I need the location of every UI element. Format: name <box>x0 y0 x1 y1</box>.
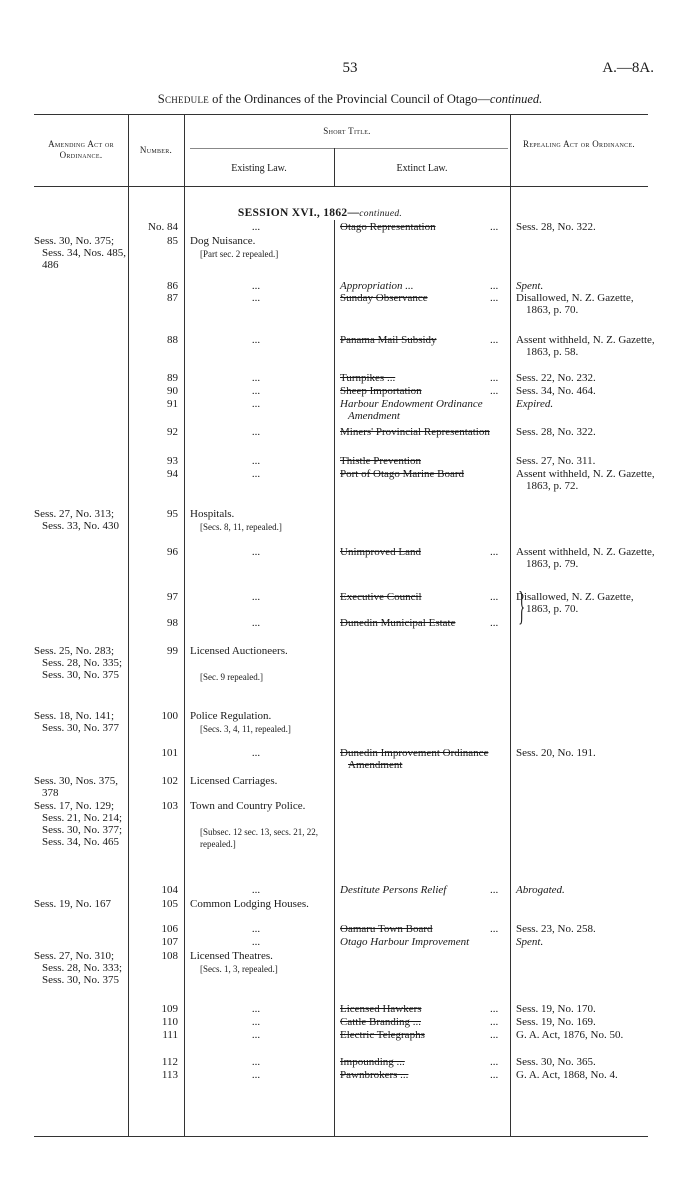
row-existing: ... <box>251 426 261 438</box>
row-number: 107 <box>161 936 178 948</box>
row-extinct: Otago Harbour Improvement <box>340 936 470 948</box>
row-existing: ... <box>251 546 261 558</box>
row-repealing: Sess. 28, No. 322. <box>516 221 596 233</box>
row-repealing: Sess. 34, No. 464. <box>516 385 596 397</box>
row-existing: ... <box>251 617 261 629</box>
row-number: 90 <box>167 385 178 397</box>
row-extinct: Appropriation ... <box>340 280 414 292</box>
row-number: 101 <box>161 747 178 759</box>
row-extinct: Dunedin Municipal Estate <box>340 617 456 629</box>
header-repealing: Repealing Act or Ordinance. <box>523 139 635 149</box>
row-existing: ... <box>251 372 261 384</box>
row-number: 92 <box>167 426 178 438</box>
row-amending: Sess. 17, No. 129; Sess. 21, No. 214; Sess. 30, No. 377; Sess. 34, No. 465 <box>34 800 123 848</box>
row-amending: Sess. 27, No. 313; Sess. 33, No. 430 <box>34 508 120 532</box>
row-amending: Sess. 25, No. 283; Sess. 28, No. 335; Sess. 30, No. 375 <box>34 645 123 681</box>
session-heading <box>132 207 508 219</box>
row-number: 98 <box>167 617 178 629</box>
row-repealing: Sess. 19, No. 169. <box>516 1016 596 1028</box>
row-number: 88 <box>167 334 178 346</box>
row-number: 87 <box>167 292 178 304</box>
row-extinct: Oamaru Town Board <box>340 923 433 935</box>
row-number: 94 <box>167 468 178 480</box>
row-number: 85 <box>167 235 178 247</box>
row-leader-dots: ... <box>490 385 499 397</box>
row-repealing: Sess. 27, No. 311. <box>516 455 596 467</box>
row-number: 89 <box>167 372 178 384</box>
row-repealing: Sess. 19, No. 170. <box>516 1003 596 1015</box>
row-number: 105 <box>161 898 178 910</box>
row-repealing: G. A. Act, 1868, No. 4. <box>516 1069 618 1081</box>
row-repealing: Spent. <box>516 936 544 948</box>
row-existing: ... <box>251 1029 261 1041</box>
row-number: 111 <box>162 1029 178 1041</box>
row-existing: Hospitals. <box>190 508 235 520</box>
row-leader-dots: ... <box>490 884 499 896</box>
row-extinct: Executive Council <box>340 591 422 603</box>
header-number: Number. <box>139 145 173 155</box>
row-repealing: Sess. 20, No. 191. <box>516 747 596 759</box>
header-bottom-rule <box>34 186 648 187</box>
header-short-title: Short Title. <box>323 126 371 136</box>
session-heading-continued: continued. <box>359 209 403 219</box>
row-existing: Licensed Carriages. <box>190 775 278 787</box>
session-heading-text: SESSION XVI., 1862— <box>237 207 360 219</box>
row-repealing: Assent withheld, N. Z. Gazette, 1863, p. 72. <box>516 468 655 492</box>
row-number: 108 <box>161 950 178 962</box>
row-amending: Sess. 30, No. 375; Sess. 34, Nos. 485, 486 <box>34 235 127 271</box>
row-leader-dots: ... <box>490 1069 499 1081</box>
row-extinct: Turnpikes ... <box>340 372 396 384</box>
row-extinct: Electric Telegraphs <box>340 1029 425 1041</box>
schedule-title-continued: continued. <box>489 92 543 106</box>
row-existing: ... <box>251 884 261 896</box>
row-repealing: G. A. Act, 1876, No. 50. <box>516 1029 624 1041</box>
row-leader-dots: ... <box>490 334 499 346</box>
row-leader-dots: ... <box>490 1016 499 1028</box>
row-extinct: Impounding ... <box>340 1056 405 1068</box>
row-existing: ... <box>251 385 261 397</box>
row-repealing: Assent withheld, N. Z. Gazette, 1863, p. 79. <box>516 546 655 570</box>
row-repealing: Disallowed, N. Z. Gazette, 1863, p. 70. <box>516 292 634 316</box>
header-extinct: Extinct Law. <box>396 163 448 174</box>
page-code: A.—8A. <box>602 60 654 76</box>
row-number: 100 <box>161 710 178 722</box>
row-repealing: Sess. 23, No. 258. <box>516 923 596 935</box>
row-leader-dots: ... <box>490 292 499 304</box>
brace-97-98: } <box>518 583 525 628</box>
row-existing: ... <box>251 221 261 233</box>
row-existing-note: [Secs. 8, 11, repealed.] <box>200 522 282 532</box>
row-amending: Sess. 30, Nos. 375, 378 <box>34 775 119 799</box>
row-leader-dots: ... <box>490 1003 499 1015</box>
row-extinct: Port of Otago Marine Board <box>340 468 465 480</box>
table-bottom-rule <box>34 1136 648 1137</box>
row-existing: ... <box>251 1069 261 1081</box>
row-existing: ... <box>251 747 261 759</box>
row-number: 110 <box>161 1016 178 1028</box>
row-number: 102 <box>161 775 178 787</box>
short-title-divider <box>190 148 508 149</box>
row-leader-dots: ... <box>490 221 499 233</box>
row-number: 99 <box>167 645 178 657</box>
header-existing: Existing Law. <box>231 163 287 174</box>
row-existing: ... <box>251 1056 261 1068</box>
row-existing: ... <box>251 280 261 292</box>
row-extinct: Sunday Observance <box>340 292 428 304</box>
row-extinct: Dunedin Improvement Ordinance Amendment <box>340 747 489 771</box>
row-number: 96 <box>167 546 178 558</box>
row-existing-note: [Subsec. 12 sec. 13, secs. 21, 22, repealed.] <box>200 827 318 849</box>
row-number: 103 <box>161 800 178 812</box>
row-existing-note: [Sec. 9 repealed.] <box>200 672 263 682</box>
row-leader-dots: ... <box>490 1056 499 1068</box>
page-number: 53 <box>342 60 358 76</box>
row-leader-dots: ... <box>490 280 499 292</box>
row-existing: Dog Nuisance. <box>190 235 256 247</box>
header-amending: Amending Act or Ordinance. <box>48 139 114 160</box>
row-extinct: Harbour Endowment Ordinance Amendment <box>340 398 483 422</box>
row-number: 104 <box>161 884 178 896</box>
row-leader-dots: ... <box>490 617 499 629</box>
row-extinct: Unimproved Land <box>340 546 421 558</box>
row-number: 91 <box>167 398 178 410</box>
schedule-title-rest: of the Ordinances of the Provincial Council of Otago— <box>209 92 490 106</box>
row-number: 93 <box>167 455 178 467</box>
row-number: 95 <box>167 508 178 520</box>
row-existing: Common Lodging Houses. <box>190 898 309 910</box>
row-repealing: Assent withheld, N. Z. Gazette, 1863, p. 58. <box>516 334 655 358</box>
row-amending: Sess. 27, No. 310; Sess. 28, No. 333; Sess. 30, No. 375 <box>34 950 123 986</box>
row-amending: Sess. 18, No. 141; Sess. 30, No. 377 <box>34 710 120 734</box>
row-leader-dots: ... <box>490 591 499 603</box>
row-extinct: Thistle Prevention <box>340 455 421 467</box>
row-extinct: Sheep Importation <box>340 385 422 397</box>
row-leader-dots: ... <box>490 546 499 558</box>
row-leader-dots: ... <box>490 372 499 384</box>
row-existing: Town and Country Police. <box>190 800 306 812</box>
row-number: 106 <box>161 923 178 935</box>
row-number: 113 <box>161 1069 178 1081</box>
row-extinct: Cattle Branding ... <box>340 1016 421 1028</box>
col-divider-4 <box>510 114 511 1136</box>
row-repealing: Sess. 30, No. 365. <box>516 1056 596 1068</box>
row-number: 112 <box>161 1056 178 1068</box>
row-extinct: Pawnbrokers ... <box>340 1069 409 1081</box>
row-number: 97 <box>167 591 178 603</box>
row-number: No. 84 <box>148 221 178 233</box>
row-existing: ... <box>251 923 261 935</box>
row-leader-dots: ... <box>490 923 499 935</box>
row-existing: ... <box>251 1003 261 1015</box>
schedule-title-word: Schedule <box>157 92 210 106</box>
row-existing: Police Regulation. <box>190 710 272 722</box>
row-amending: Sess. 19, No. 167 <box>34 898 112 910</box>
row-repealing: Sess. 28, No. 322. <box>516 426 596 438</box>
row-existing: ... <box>251 591 261 603</box>
row-existing-note: [Secs. 3, 4, 11, repealed.] <box>200 724 291 734</box>
row-repealing: Sess. 22, No. 232. <box>516 372 596 384</box>
schedule-title <box>0 92 700 107</box>
row-existing: ... <box>251 334 261 346</box>
table-top-rule <box>34 114 648 115</box>
row-number: 86 <box>167 280 178 292</box>
row-existing: ... <box>251 936 261 948</box>
row-existing-note: [Part sec. 2 repealed.] <box>200 249 279 259</box>
row-existing: ... <box>251 455 261 467</box>
row-extinct: Destitute Persons Relief <box>340 884 447 896</box>
row-leader-dots: ... <box>490 1029 499 1041</box>
row-existing-note: [Secs. 1, 3, repealed.] <box>200 964 278 974</box>
row-extinct: Otago Representation <box>340 221 436 233</box>
row-number: 109 <box>161 1003 178 1015</box>
row-repealing: Expired. <box>516 398 554 410</box>
row-existing: Licensed Auctioneers. <box>190 645 288 657</box>
row-existing: ... <box>251 398 261 410</box>
row-repealing: Disallowed, N. Z. Gazette, 1863, p. 70. <box>516 591 634 615</box>
row-existing: ... <box>251 1016 261 1028</box>
row-repealing: Abrogated. <box>516 884 565 896</box>
row-extinct: Panama Mail Subsidy <box>340 334 437 346</box>
row-repealing: Spent. <box>516 280 544 292</box>
row-extinct: Licensed Hawkers <box>340 1003 422 1015</box>
row-existing: Licensed Theatres. <box>190 950 273 962</box>
row-existing: ... <box>251 468 261 480</box>
row-extinct: Miners' Provincial Representation <box>340 426 490 438</box>
col-divider-2 <box>184 114 185 1136</box>
row-existing: ... <box>251 292 261 304</box>
